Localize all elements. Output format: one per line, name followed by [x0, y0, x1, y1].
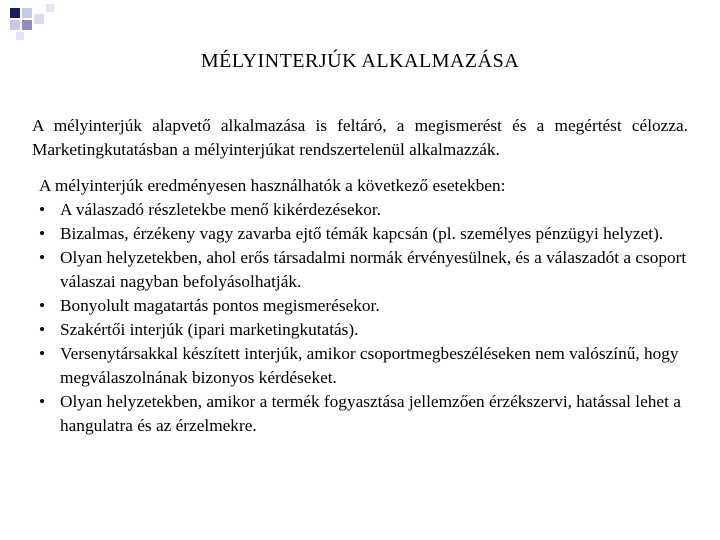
corner-decoration [0, 0, 60, 40]
bullet-icon: • [39, 320, 46, 339]
decor-square-light [10, 20, 20, 30]
list-item-text: Versenytársakkal készített interjúk, amikor csoportmegbeszéléseken nem valószínű, hogy megválaszolnának bizonyos kérdéseket. [60, 344, 679, 387]
bullet-icon: • [39, 200, 46, 219]
bullet-icon: • [39, 344, 46, 363]
list-item [39, 318, 689, 342]
list-item [39, 342, 689, 390]
decor-square-light [34, 14, 44, 24]
bullet-icon: • [39, 248, 46, 267]
decor-square-light [22, 8, 32, 18]
decor-square-light [46, 4, 54, 12]
list-item [39, 390, 689, 438]
list-item-text: Olyan helyzetekben, ahol erős társadalmi normák érvényesülnek, és a válaszadót a csoport válaszai nagyban befolyásolhatják. [60, 248, 687, 291]
bullet-icon: • [39, 296, 46, 315]
list-item-text: Olyan helyzetekben, amikor a termék fogyasztása jellemzően érzékszervi, hatással lehet a hangulatra és az érzelmekre. [60, 392, 681, 435]
list-item-text: A válaszadó részletekbe menő kikérdezésekor. [60, 200, 382, 219]
decor-square-mid [22, 20, 32, 30]
intro-paragraph: A mélyinterjúk alapvető alkalmazása is feltáró, a megismerést és a megértést célozza. Marketingkutatásban a mélyinterjúkat rendszertelenül alkalmazzák. [32, 116, 688, 159]
list-item-text: Bizalmas, érzékeny vagy zavarba ejtő témák kapcsán (pl. személyes pénzügyi helyzet). [60, 224, 664, 243]
use-case-list [39, 198, 689, 438]
list-item-text: Szakértői interjúk (ipari marketingkutatás). [60, 320, 359, 339]
decor-square-light [16, 32, 24, 40]
use-cases-section [39, 174, 689, 438]
list-item [39, 246, 689, 294]
bullet-icon: • [39, 224, 46, 243]
bullet-icon: • [39, 392, 46, 411]
list-item-text: Bonyolult magatartás pontos megismerésekor. [60, 296, 380, 315]
list-item [39, 222, 689, 246]
list-item [39, 198, 689, 222]
list-item [39, 294, 689, 318]
slide-title: MÉLYINTERJÚK ALKALMAZÁSA [200, 50, 520, 72]
list-lead-text: A mélyinterjúk eredményesen használhatók a következő esetekben: [39, 176, 506, 195]
decor-square-dark [10, 8, 20, 18]
